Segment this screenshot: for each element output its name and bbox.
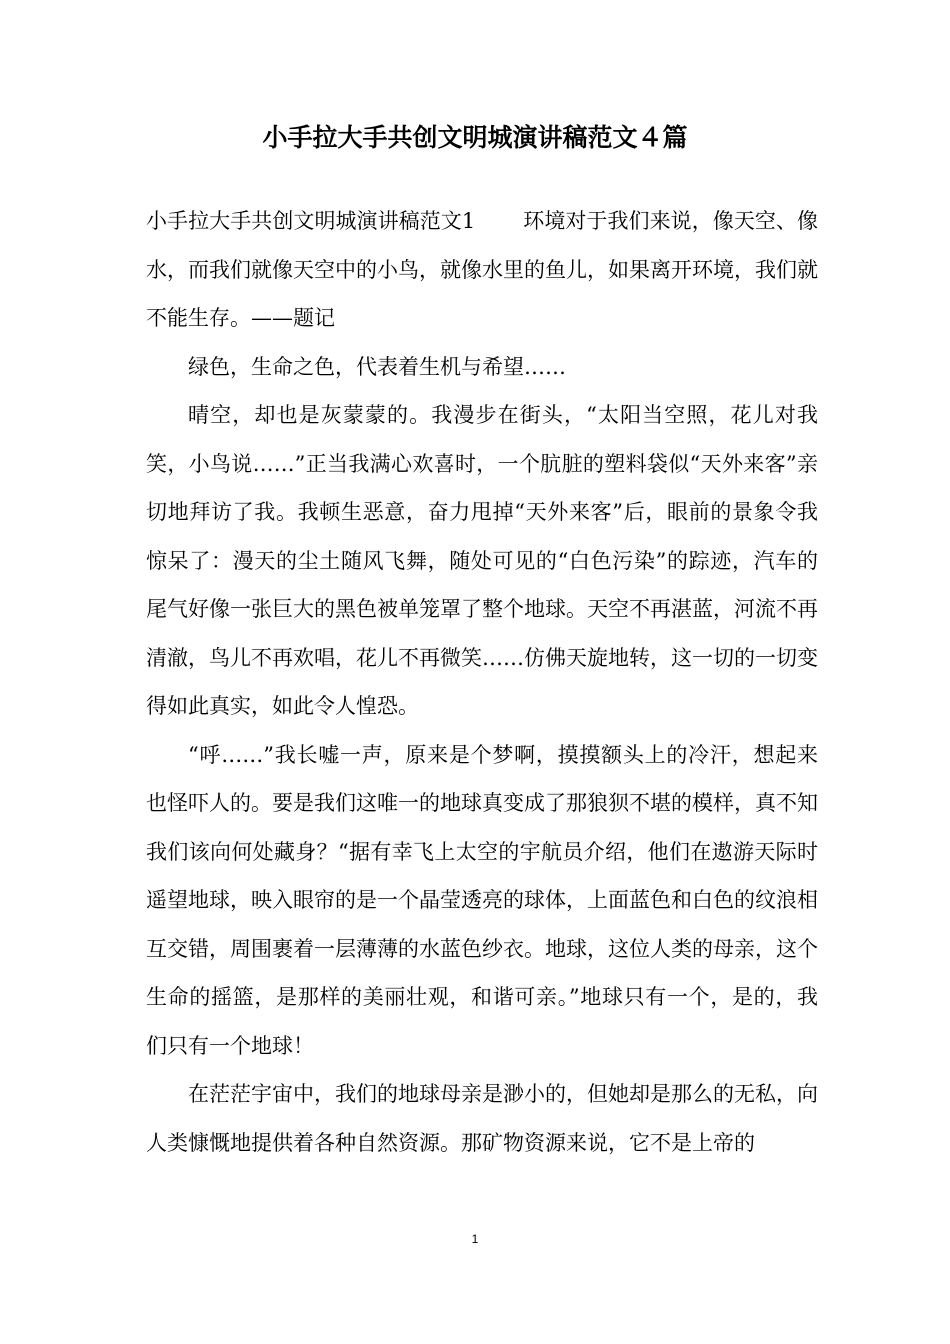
paragraph-earth: “呼……”我长嘘一声，原来是个梦啊，摸摸额头上的冷汗，想起来也怪吓人的。要是我们这唯一的地球真变成了那狼狈不堪的模样，真不知我们该向何处藏身？“据有幸飞上太空的宇航员介绍，他们在遨游天际时遥望地球，映入眼帘的是一个晶莹透亮的球体，上面蓝色和白色的纹浪相互交错，周围裹着一层薄薄的水蓝色纱衣。地球，这位人类的母亲，这个生命的摇篮，是那样的美丽壮观，和谐可亲。”地球只有一个，是的，我们只有一个地球！ [146,742,818,1058]
paragraph-epigraph: 环境对于我们来说，像天空、像水，而我们就像天空中的小鸟，就像水里的鱼儿，如果离开环境，我们就不能生存。——题记 [146,209,818,330]
paragraph-dream: 晴空，却也是灰蒙蒙的。我漫步在街头，“太阳当空照，花儿对我笑，小鸟说……”正当我满心欢喜时，一个肮脏的塑料袋似“天外来客”亲切地拜访了我。我顿生恶意，奋力甩掉“天外来客”后，眼前的景象令我惊呆了：漫天的尘土随风飞舞，随处可见的“白色污染”的踪迹，汽车的尾气好像一张巨大的黑色被单笼罩了整个地球。天空不再湛蓝，河流不再清澈，鸟儿不再欢唱，花儿不再微笑……仿佛天旋地转，这一切的一切变得如此真实，如此令人惶恐。 [146,403,818,718]
section-heading: 小手拉大手共创文明城演讲稿范文1 [146,209,476,233]
first-paragraph [146,197,818,343]
paragraph-green: 绿色，生命之色，代表着生机与希望…… [188,354,566,379]
document-title: 小手拉大手共创文明城演讲稿范文４篇 [262,123,688,152]
document-body [146,197,818,1167]
page-number: 1 [471,1232,479,1246]
paragraph-universe: 在茫茫宇宙中，我们的地球母亲是渺小的，但她却是那么的无私，向人类慷慨地提供着各种自然资源。那矿物资源来说，它不是上帝的 [146,1082,818,1155]
